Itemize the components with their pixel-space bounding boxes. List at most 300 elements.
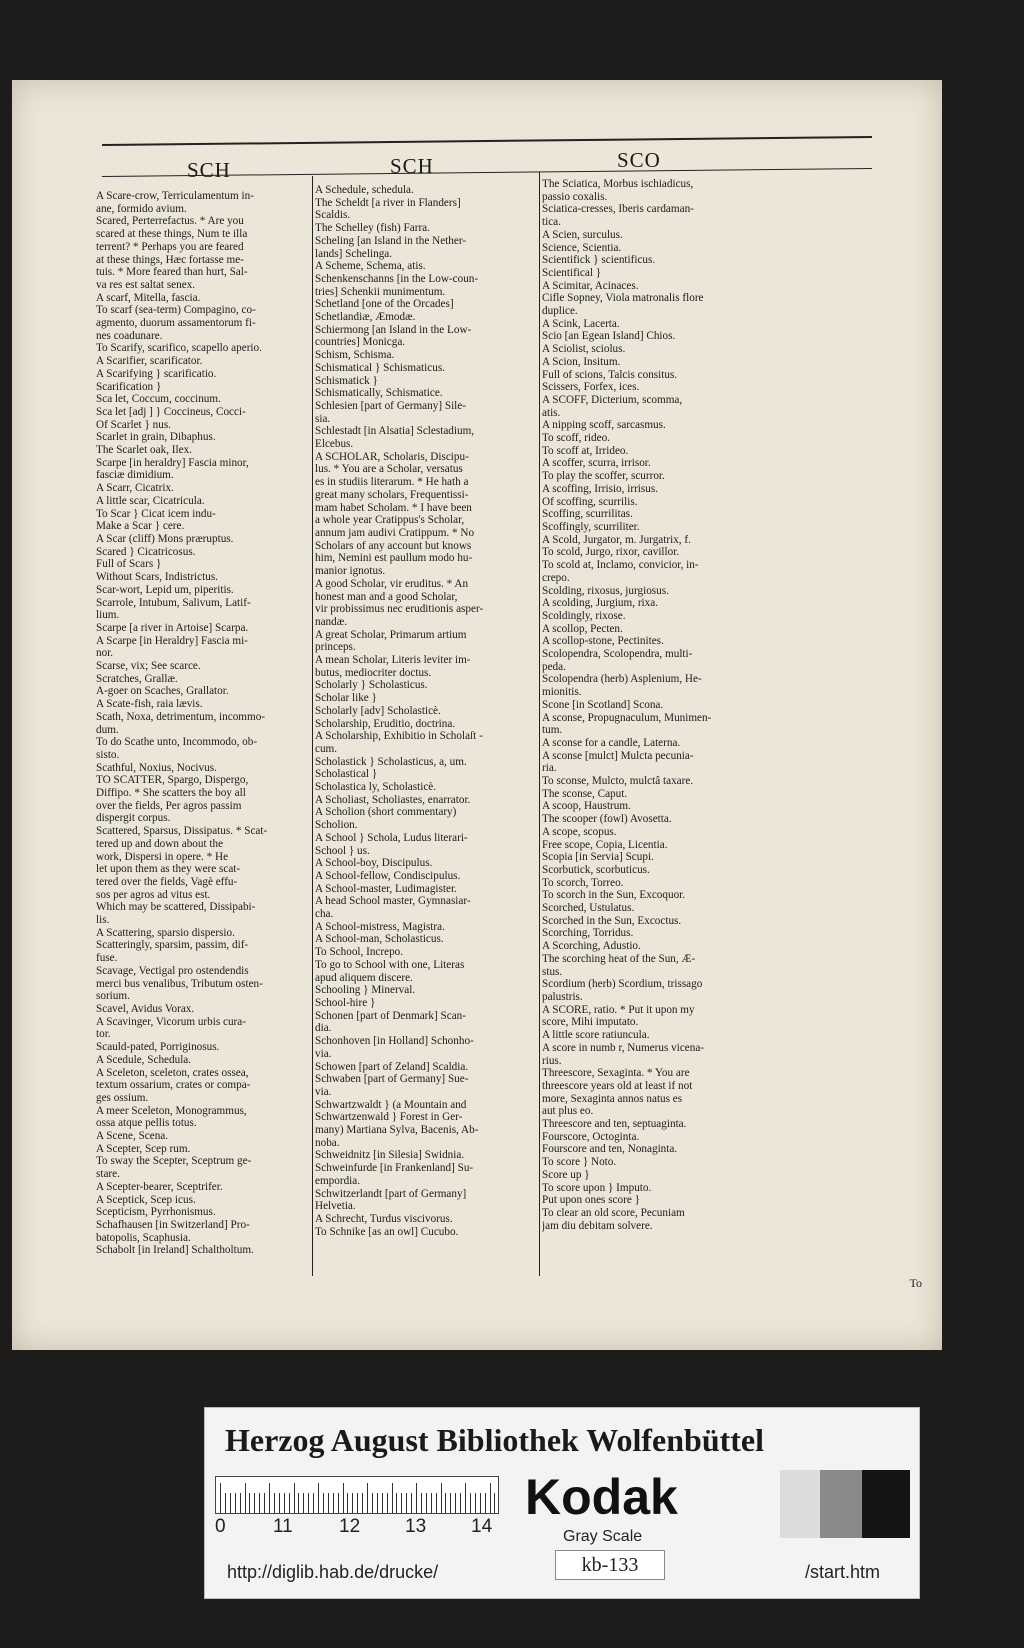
dictionary-line: Scone [in Scotland] Scona. [542,698,664,711]
dictionary-line: A scoffer, scurra, irrisor. [542,457,651,470]
dictionary-line: A Scion, Insitum. [542,355,621,368]
dictionary-line: A Sceleton, sceleton, crates ossea, [96,1066,249,1079]
dictionary-line: ossa atque pellis totus. [96,1117,197,1130]
ruler-tick [465,1483,466,1513]
dictionary-line: The scorching heat of the Sun, Æ- [542,952,696,965]
dictionary-line: crepo. [542,571,570,584]
dictionary-line: Scarpe [in heraldry] Fascia minor, [96,456,249,469]
dictionary-line: agmento, duorum assamentorum fi- [96,317,256,330]
dictionary-line: To scarf (sea-term) Compagino, co- [96,304,256,317]
dictionary-line: lis. [96,914,110,927]
dictionary-line: The Scarlet oak, Ilex. [96,444,192,457]
dictionary-line: rius. [542,1054,562,1067]
ruler-tick [245,1483,246,1513]
dictionary-line: A SCOFF, Dicterium, scomma, [542,393,683,406]
column-2 [315,184,537,1238]
ruler-tick [416,1483,417,1513]
dictionary-line: A scoop, Haustrum. [542,800,631,813]
header-left: SCH [187,158,231,182]
ruler-tick [289,1493,290,1513]
dictionary-line: fuse. [96,952,118,965]
dictionary-line: peda. [542,660,566,673]
dictionary-line: Schwartzwaldt } (a Mountain and [315,1098,467,1111]
dictionary-line: A Scarifying } scarificatio. [96,367,217,380]
dictionary-line: nandæ. [315,615,348,628]
dictionary-line: countries] Monicga. [315,336,406,349]
dictionary-line: duplice. [542,305,578,318]
dictionary-line: Scordium (herb) Scordium, trissago [542,978,703,991]
dictionary-line: Schowen [part of Zeland] Scaldia. [315,1060,469,1073]
ruler-tick [338,1493,339,1513]
dictionary-line: Scheling [an Island in the Nether- [315,234,467,247]
dictionary-line: To School, Increpo. [315,946,404,959]
dictionary-line: A sconse, Propugnaculum, Munimen- [542,711,712,724]
dictionary-line: Scholion. [315,819,358,832]
archive-card [204,1407,920,1599]
dictionary-line: Which may be scattered, Dissipabi- [96,901,256,914]
dictionary-line: A SCORE, ratio. * Put it upon my [542,1003,695,1016]
dictionary-line: Schetlandiæ, Æmodæ. [315,311,416,324]
dictionary-line: mam habet Scholam. * I have been [315,501,472,514]
dictionary-line: A Scar (cliff) Mons præruptus. [96,532,234,545]
column-1 [96,190,310,1257]
ruler-tick [485,1493,486,1513]
dictionary-line: va res est saltat senex. [96,278,196,291]
dictionary-line: Helvetia. [315,1200,356,1213]
dictionary-line: great many scholars, Frequentissi- [315,488,469,501]
ruler-tick [235,1493,236,1513]
dictionary-line: Scissers, Forfex, ices. [542,381,640,394]
dictionary-line: Scavage, Vectigal pro ostendendis [96,964,249,977]
ruler-tick [328,1493,329,1513]
dictionary-line: A Scedule, Schedula. [96,1053,192,1066]
dictionary-line: A Schedule, schedula. [315,184,414,196]
dictionary-line: tum. [542,724,563,737]
dictionary-line: To scoff at, Irrideo. [542,444,629,457]
ruler-tick [352,1493,353,1513]
dictionary-line: Schonen [part of Denmark] Scan- [315,1009,466,1022]
dictionary-line: Schweinfurde [in Frankenland] Su- [315,1162,474,1175]
dictionary-line: The Scheldt [a river in Flanders] [315,196,461,209]
dictionary-line: A Scarpe [in Heraldry] Fascia mi- [96,634,248,647]
dictionary-line: Schismatically, Schismatice. [315,387,443,400]
dictionary-line: A Scattering, sparsio dispersio. [96,926,235,939]
dictionary-line: Scorbutick, scorbuticus. [542,863,650,876]
dictionary-line: Schwaben [part of Germany] Sue- [315,1073,469,1086]
scale-ruler [215,1476,499,1514]
ruler-tick [313,1493,314,1513]
dictionary-line: nor. [96,647,114,660]
top-rule [102,136,872,146]
dictionary-line: Schafhausen [in Switzerland] Pro- [96,1218,250,1231]
ruler-numbers [215,1516,515,1540]
ruler-tick [406,1493,407,1513]
dictionary-line: tuis. * More feared than hurt, Sal- [96,266,248,279]
dictionary-line: Scholarly [adv] Scholasticè. [315,704,441,717]
dictionary-line: Scoffingly, scurriliter. [542,520,640,533]
dictionary-line: Science, Scientia. [542,241,622,254]
dictionary-line: Scauld-pated, Porriginosus. [96,1041,220,1054]
dictionary-line: tor. [96,1028,111,1041]
dictionary-line: Schetland [one of the Orcades] [315,298,454,311]
dictionary-line: Schismatical } Schismaticus. [315,361,445,374]
ruler-tick [392,1483,393,1513]
dictionary-line: lium. [96,609,120,622]
ruler-tick [318,1483,319,1513]
ruler-tick [333,1493,334,1513]
dictionary-line: Scratches, Grallæ. [96,672,178,685]
ruler-tick [362,1493,363,1513]
dictionary-line: A head School master, Gymnasiar- [315,895,471,908]
ruler-tick [441,1483,442,1513]
dictionary-line: via. [315,1047,332,1060]
dictionary-line: Schwitzerlandt [part of Germany] [315,1187,467,1200]
dictionary-line: lands] Schelinga. [315,247,393,260]
dictionary-line: A meer Sceleton, Monogrammus, [96,1104,247,1117]
dictionary-line: Schism, Schisma. [315,349,395,362]
ruler-tick [480,1493,481,1513]
library-url: http://diglib.hab.de/drucke/ [227,1562,439,1582]
dictionary-line: let upon them as they were scat- [96,863,241,876]
dictionary-line: Scholastical } [315,768,378,781]
dictionary-line: A Scepter, Scep rum. [96,1142,191,1155]
dictionary-line: Sciatica-cresses, Iberis cardaman- [542,203,694,216]
dictionary-line: Sca let [adj ] } Coccineus, Cocci- [96,405,246,418]
dictionary-line: A Scene, Scena. [96,1130,169,1143]
dictionary-line: mionitis. [542,686,582,699]
dictionary-line: To scold at, Inclamo, convicior, in- [542,559,699,572]
dictionary-line: Schwartzenwald } Forest in Ger- [315,1111,463,1124]
dictionary-line: cha. [315,908,334,921]
dictionary-line: The Sciatica, Morbus ischiadicus, [542,178,694,190]
dictionary-line: To scold, Jurgo, rixor, cavillor. [542,546,680,559]
dictionary-line: Scaldis. [315,209,351,222]
dictionary-line: To sconse, Mulcto, mulctâ taxare. [542,775,694,788]
ruler-tick [450,1493,451,1513]
dictionary-line: sia. [315,412,331,425]
column-divider-1 [312,176,313,1276]
dictionary-line: A Scholiast, Scholiastes, enarrator. [315,793,471,806]
dictionary-line: Schiermong [an Island in the Low- [315,323,472,336]
dictionary-line: Scar-wort, Lepid um, piperitis. [96,583,234,596]
dictionary-line: Scopia [in Servia] Scupi. [542,851,654,864]
dictionary-line: honest man and a good Scholar, [315,590,458,603]
kodak-logo: Kodak [525,1469,678,1525]
ruler-tick [490,1483,491,1513]
ruler-tick [269,1483,270,1513]
ruler-number: 11 [273,1516,293,1537]
ruler-tick [240,1493,241,1513]
dictionary-line: TO SCATTER, Spargo, Dispergo, [96,774,249,787]
dictionary-line: sorium. [96,990,130,1003]
start-link: /start.htm [805,1562,881,1582]
dictionary-line: Scath, Noxa, detrimentum, incommo- [96,710,266,723]
dictionary-line: ane, formido avium. [96,202,187,215]
dictionary-line: A mean Scholar, Literis leviter im- [315,654,471,667]
dictionary-line: stus. [542,965,563,978]
dictionary-line: Fourscore and ten, Nonaginta. [542,1143,678,1156]
dictionary-line: passio coxalis. [542,190,608,203]
ruler-tick [284,1493,285,1513]
dictionary-line: lus. * You are a Scholar, versatus [315,463,463,476]
library-title: Herzog August Bibliothek Wolfenbüttel [225,1422,765,1458]
dictionary-line: A good Scholar, vir eruditus. * An [315,577,469,590]
dictionary-line: A SCHOLAR, Scholaris, Discipu- [315,450,469,463]
dictionary-line: A scolding, Jurgium, rixa. [542,597,659,610]
ruler-tick [303,1493,304,1513]
dictionary-line: tries] Schenkii munimentum. [315,285,446,298]
ruler-tick [455,1493,456,1513]
dictionary-line: Scorching, Torridus. [542,927,634,940]
ruler-tick [421,1493,422,1513]
dictionary-line: A Scavinger, Vicorum urbis cura- [96,1015,246,1028]
dictionary-line: stare. [96,1168,120,1181]
dictionary-line: A Scheme, Schema, atis. [315,260,426,273]
dictionary-line: apud aliquem discere. [315,971,413,984]
dictionary-line: A scarf, Mitella, fascia. [96,291,201,304]
dictionary-line: Scorched in the Sun, Excoctus. [542,914,682,927]
ruler-tick [411,1493,412,1513]
ruler-tick [387,1493,388,1513]
dictionary-line: Scarrole, Intubum, Salivum, Latif- [96,596,251,609]
dictionary-line: Scientifical } [542,266,602,279]
gray-swatch-dark [862,1470,910,1538]
ruler-tick [347,1493,348,1513]
dictionary-line: Scientifick } scientificus. [542,254,656,267]
dictionary-line: A Scorching, Adustio. [542,940,641,953]
ruler-tick [426,1493,427,1513]
dictionary-line: A School } Schola, Ludus literari- [315,831,468,844]
dictionary-line: Schlesien [part of Germany] Sile- [315,399,466,412]
ruler-tick [372,1493,373,1513]
dictionary-line: Make a Scar } cere. [96,520,185,533]
dictionary-line: To scorch, Torreo. [542,876,624,889]
ruler-tick [274,1493,275,1513]
dictionary-line: To Scar } Cicat icem indu- [96,507,216,520]
dictionary-line: Scholarly } Scholasticus. [315,679,428,692]
ruler-tick [401,1493,402,1513]
dictionary-line: dia. [315,1022,332,1035]
header-center: SCH [390,154,434,178]
dictionary-line: Scavel, Avidus Vorax. [96,1003,195,1015]
dictionary-line: Schenkenschanns [in the Low-coun- [315,272,479,285]
dictionary-line: A sconse for a candle, Laterna. [542,736,681,749]
dictionary-line: Scio [an Egean Island] Chios. [542,330,676,343]
dictionary-line: To scoff, rideo. [542,432,610,445]
ruler-tick [396,1493,397,1513]
dictionary-line: A scollop-stone, Pectinites. [542,635,664,648]
ruler-tick [460,1493,461,1513]
gray-swatch-mid [820,1470,862,1538]
dictionary-line: A School-man, Scholasticus. [315,933,444,946]
dictionary-line: sisto. [96,748,120,761]
dictionary-line: A Scholion (short commentary) [315,806,457,819]
ruler-tick [436,1493,437,1513]
dictionary-line: Scoffing, scurrilitas. [542,508,633,521]
dictionary-line: Schonhoven [in Holland] Schonho- [315,1035,474,1048]
ruler-tick [323,1493,324,1513]
dictionary-line: Scolding, rixosus, jurgiosus. [542,584,669,597]
shelf-code: kb-133 [555,1550,665,1580]
dictionary-line: via. [315,1085,332,1098]
dictionary-line: The scooper (fowl) Avosetta. [542,813,672,826]
dictionary-line: Scarse, vix; See scarce. [96,660,201,673]
dictionary-line: A School-fellow, Condiscipulus. [315,869,461,882]
dictionary-line: A Scink, Lacerta. [542,317,620,330]
dictionary-line: terrent? * Perhaps you are feared [96,240,244,253]
dictionary-line: many) Martiana Sylva, Bacenis, Ab- [315,1124,479,1137]
dictionary-line: scared at these things, Num te illa [96,228,248,241]
ruler-tick [264,1493,265,1513]
dictionary-line: Scarpe [a river in Artoise] Scarpa. [96,621,249,634]
dictionary-line: Scolopendra (herb) Asplenium, He- [542,673,702,686]
ruler-tick [431,1493,432,1513]
dictionary-line: Scattered, Sparsus, Dissipatus. * Scat- [96,825,268,838]
dictionary-line: Schabolt [in Ireland] Schaltholtum. [96,1244,254,1257]
dictionary-line: A School-boy, Discipulus. [315,857,433,870]
dictionary-line: A Sceptick, Scep icus. [96,1193,196,1206]
dictionary-line: A-goer on Scaches, Grallator. [96,685,229,698]
dictionary-line: A Sciolist, sciolus. [542,343,626,356]
ruler-tick [259,1493,260,1513]
dictionary-line: Threescore and ten, septuaginta. [542,1118,687,1131]
dictionary-line: cum. [315,742,338,755]
dictionary-line: School-hire } [315,997,376,1009]
ruler-tick [298,1493,299,1513]
book-page [12,80,942,1350]
dictionary-line: butus, mediocriter doctus. [315,666,432,679]
dictionary-line: School } us. [315,844,370,857]
dictionary-line: A little scar, Cicatricula. [96,494,205,507]
dictionary-line: dum. [96,723,119,736]
dictionary-line: fasciæ dimidium. [96,469,174,482]
dictionary-line: Scoldingly, rixose. [542,609,626,622]
ruler-number: 0 [215,1516,226,1537]
dictionary-line: Schismatick } [315,374,378,387]
gray-scale-label: Gray Scale [563,1528,643,1545]
dictionary-line: A Scien, surculus. [542,228,623,241]
dictionary-line: Scared } Cicatricosus. [96,545,196,558]
dictionary-line: A Scholarship, Exhibitio in Scholaſt - [315,730,483,743]
dictionary-line: Scholar like } [315,692,377,705]
column-3 [542,178,792,1232]
ruler-tick [308,1493,309,1513]
dictionary-line: jam diu debitam solvere. [542,1219,653,1232]
ruler-tick [294,1483,295,1513]
ruler-number: 14 [471,1516,493,1537]
dictionary-line: To score } Noto. [542,1156,617,1169]
dictionary-line: sos per agros ad vitus est. [96,888,211,901]
dictionary-line: him, Nemini est paullum modo hu- [315,552,473,565]
ruler-tick [343,1483,344,1513]
dictionary-line: A Scarr, Cicatrix. [96,482,174,495]
dictionary-line: Schooling } Minerval. [315,984,416,997]
ruler-tick [230,1493,231,1513]
dictionary-line: To score upon } Imputo. [542,1181,652,1194]
dictionary-line: tered over the fields, Vagè effu- [96,875,238,888]
dictionary-line: A score in numb r, Numerus vicena- [542,1041,705,1054]
dictionary-line: Score up } [542,1168,590,1181]
dictionary-line: Full of Scars } [96,558,162,571]
dictionary-line: Diffipo. * She scatters the boy all [96,787,246,800]
dictionary-line: Scholarship, Eruditio, doctrina. [315,717,456,730]
dictionary-line: dispergit corpus. [96,812,171,825]
dictionary-line: A little score ratiuncula. [542,1029,650,1042]
ruler-tick [249,1493,250,1513]
dictionary-line: es in studiis literarum. * He hath a [315,476,469,489]
dictionary-line: Scathful, Noxius, Nocivus. [96,761,217,774]
dictionary-line: batopolis, Scaphusia. [96,1231,191,1244]
dictionary-line: A scope, scopus. [542,825,617,838]
ruler-tick [494,1493,495,1513]
ruler-tick [225,1493,226,1513]
dictionary-line: A nipping scoff, sarcasmus. [542,419,666,432]
dictionary-line: Scholastick } Scholasticus, a, um. [315,755,467,768]
dictionary-line: To clear an old score, Pecuniam [542,1206,685,1219]
gray-swatch-light [780,1470,820,1538]
dictionary-line: Scolopendra, Scolopendra, multi- [542,648,693,661]
dictionary-line: Scatteringly, sparsim, passim, dif- [96,939,249,952]
ruler-tick [445,1493,446,1513]
dictionary-line: ria. [542,762,557,775]
ruler-tick [279,1493,280,1513]
catchword: To [909,1276,922,1290]
dictionary-line: Threescore, Sexaginta. * You are [542,1067,690,1080]
dictionary-line: A School-mistress, Magistra. [315,920,445,933]
dictionary-line: tica. [542,216,561,229]
dictionary-line: To play the scoffer, scurror. [542,470,665,483]
dictionary-line: merci bus venalibus, Tributum osten- [96,977,263,990]
dictionary-line: Schlestadt [in Alsatia] Sclestadium, [315,425,475,438]
dictionary-line: Scarification } [96,380,162,393]
dictionary-line: ges ossium. [96,1091,149,1104]
dictionary-line: Full of scions, Talcis consitus. [542,368,678,381]
dictionary-line: A scollop, Pecten. [542,622,623,635]
dictionary-line: Fourscore, Octoginta. [542,1130,640,1143]
dictionary-line: textum ossarium, crates or compa- [96,1079,251,1092]
dictionary-line: A Scate-fish, raia lævis. [96,698,203,711]
column-divider-2 [539,172,540,1276]
dictionary-line: To Schnike [as an owl] Cucubo. [315,1225,459,1238]
dictionary-line: To go to School with one, Literas [315,958,465,971]
dictionary-line: A Scold, Jurgator, m. Jurgatrix, f. [542,533,691,546]
ruler-tick [382,1493,383,1513]
dictionary-line: Sca let, Coccum, coccinum. [96,393,221,406]
dictionary-line: aut plus eo. [542,1105,594,1118]
ruler-tick [367,1483,368,1513]
ruler-number: 13 [405,1516,427,1537]
dictionary-line: threescore years old at least if not [542,1079,693,1092]
ruler-tick [357,1493,358,1513]
dictionary-line: A School-master, Ludimagister. [315,882,457,895]
ruler-tick [377,1493,378,1513]
dictionary-line: Without Scars, Indistrictus. [96,571,218,584]
dictionary-line: manior ignotus. [315,565,386,578]
dictionary-line: a whole year Cratippus's Scholar, [315,514,465,527]
dictionary-line: empordia. [315,1174,361,1187]
dictionary-line: A Scare-crow, Terriculamentum in- [96,190,254,202]
dictionary-line: Schweidnitz [in Silesia] Swidnia. [315,1149,465,1162]
dictionary-line: atis. [542,406,561,419]
dictionary-line: A great Scholar, Primarum artium [315,628,467,641]
dictionary-line: To sway the Scepter, Sceptrum ge- [96,1155,252,1168]
dictionary-line: A Schrecht, Turdus viscivorus. [315,1212,453,1225]
dictionary-line: at these things, Hæc fortasse me- [96,253,244,266]
dictionary-line: tered up and down about the [96,837,224,850]
ruler-number: 12 [339,1516,361,1537]
dictionary-line: work, Dispersi in opere. * He [96,850,229,863]
dictionary-line: Of scoffing, scurrilis. [542,495,638,508]
